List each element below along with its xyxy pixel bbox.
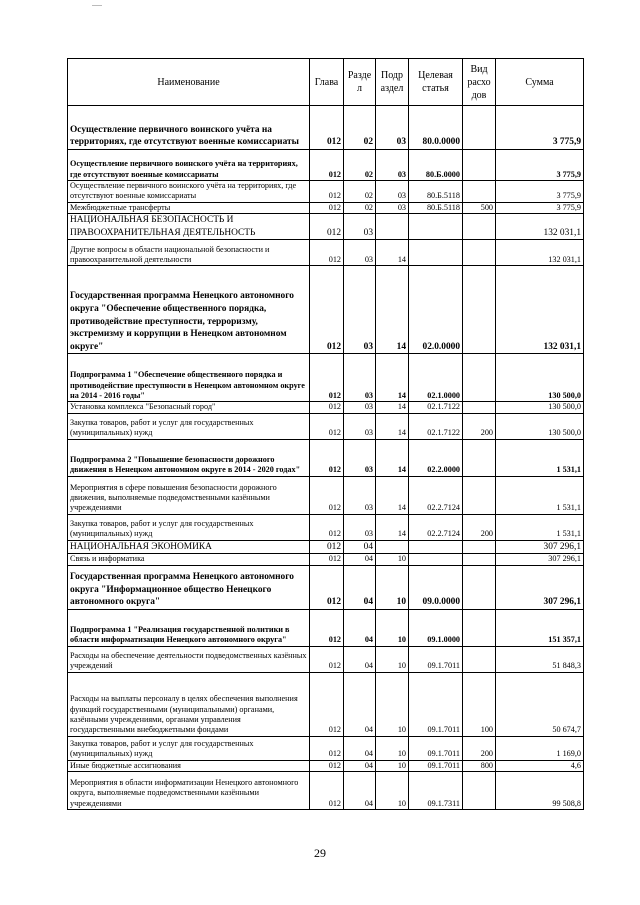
cell-name: Подпрограмма 1 "Обеспечение общественного порядка и противодействие преступности в Ненецком автономном округе на 2014 - 2016 годы"	[68, 354, 310, 402]
cell-chapter: 012	[310, 760, 344, 771]
cell-section: 03	[344, 476, 376, 514]
cell-exptype: 500	[463, 202, 496, 213]
cell-section: 03	[344, 413, 376, 439]
cell-subsection: 03	[376, 181, 409, 203]
table-row	[68, 214, 584, 240]
header-section: Разде л	[344, 59, 376, 106]
cell-sum: 151 357,1	[496, 609, 584, 646]
cell-name: Осуществление первичного воинского учёта на территориях, где отсутствуют военные комиссариаты	[68, 106, 310, 150]
cell-sum: 3 775,9	[496, 150, 584, 181]
cell-section: 03	[344, 214, 376, 240]
table-row	[68, 672, 584, 736]
cell-sum: 307 296,1	[496, 540, 584, 554]
cell-target: 80.Б.0000	[409, 150, 463, 181]
cell-chapter: 012	[310, 554, 344, 565]
cell-name: Подпрограмма 2 "Повышение безопасности дорожного движения в Ненецком автономном округе в 2014 - 2020 годах"	[68, 439, 310, 476]
cell-sum: 3 775,9	[496, 106, 584, 150]
cell-section: 04	[344, 540, 376, 554]
table-row	[68, 609, 584, 646]
table-row	[68, 181, 584, 203]
table-row	[68, 540, 584, 554]
table-row	[68, 106, 584, 150]
table-row	[68, 202, 584, 213]
cell-chapter: 012	[310, 214, 344, 240]
cell-section: 04	[344, 554, 376, 565]
cell-target: 02.2.7124	[409, 514, 463, 540]
cell-section: 03	[344, 439, 376, 476]
cell-chapter: 012	[310, 439, 344, 476]
cell-exptype	[463, 439, 496, 476]
table-row	[68, 150, 584, 181]
cell-section: 03	[344, 240, 376, 266]
cell-exptype	[463, 150, 496, 181]
table-row	[68, 514, 584, 540]
cell-target	[409, 214, 463, 240]
table-row	[68, 439, 584, 476]
cell-chapter: 012	[310, 772, 344, 810]
cell-exptype	[463, 214, 496, 240]
cell-subsection: 14	[376, 439, 409, 476]
cell-subsection: 14	[376, 402, 409, 413]
header-sum: Сумма	[496, 59, 584, 106]
cell-name: Осуществление первичного воинского учёта на территориях, где отсутствуют военные комиссариаты	[68, 181, 310, 203]
cell-sum: 1 531,1	[496, 476, 584, 514]
cell-chapter: 012	[310, 106, 344, 150]
cell-subsection: 10	[376, 760, 409, 771]
cell-subsection: 10	[376, 609, 409, 646]
cell-name: Закупка товаров, работ и услуг для государственных (муниципальных) нужд	[68, 413, 310, 439]
cell-section: 04	[344, 760, 376, 771]
cell-section: 02	[344, 106, 376, 150]
cell-target: 09.0.0000	[409, 565, 463, 609]
table-row	[68, 354, 584, 402]
table-row	[68, 646, 584, 672]
cell-name: Подпрограмма 1 "Реализация государственной политики в области информатизации Ненецкого автономного округа"	[68, 609, 310, 646]
cell-target	[409, 554, 463, 565]
cell-section: 04	[344, 672, 376, 736]
cell-sum: 1 531,1	[496, 514, 584, 540]
cell-section: 02	[344, 202, 376, 213]
cell-sum: 51 848,3	[496, 646, 584, 672]
header-name: Наименование	[68, 59, 310, 106]
cell-target: 02.2.0000	[409, 439, 463, 476]
cell-name: Установка комплекса "Безопасный город"	[68, 402, 310, 413]
cell-subsection: 03	[376, 150, 409, 181]
cell-name: Другие вопросы в области национальной безопасности и правоохранительной деятельности	[68, 240, 310, 266]
cell-sum: 132 031,1	[496, 240, 584, 266]
cell-sum: 3 775,9	[496, 202, 584, 213]
cell-sum: 130 500,0	[496, 402, 584, 413]
cell-chapter: 012	[310, 202, 344, 213]
cell-exptype: 800	[463, 760, 496, 771]
cell-name: Мероприятия в области информатизации Ненецкого автономного округа, выполняемые подведомственными казёнными учреждениями	[68, 772, 310, 810]
cell-target	[409, 540, 463, 554]
cell-name: Государственная программа Ненецкого автономного округа "Информационное общество Ненецкого автономного округа"	[68, 565, 310, 609]
cell-subsection	[376, 214, 409, 240]
table-row	[68, 476, 584, 514]
table-row	[68, 240, 584, 266]
cell-section: 02	[344, 150, 376, 181]
cell-subsection: 03	[376, 202, 409, 213]
header-chapter: Глава	[310, 59, 344, 106]
cell-subsection: 10	[376, 672, 409, 736]
cell-subsection: 14	[376, 413, 409, 439]
cell-target: 80.Б.5118	[409, 181, 463, 203]
header-subsection: Подр аздел	[376, 59, 409, 106]
cell-name: НАЦИОНАЛЬНАЯ БЕЗОПАСНОСТЬ И ПРАВООХРАНИТЕЛЬНАЯ ДЕЯТЕЛЬНОСТЬ	[68, 214, 310, 240]
cell-exptype	[463, 646, 496, 672]
cell-section: 04	[344, 646, 376, 672]
cell-target	[409, 240, 463, 266]
cell-exptype	[463, 266, 496, 354]
cell-chapter: 012	[310, 240, 344, 266]
cell-target: 02.1.7122	[409, 413, 463, 439]
cell-subsection: 10	[376, 565, 409, 609]
cell-section: 04	[344, 772, 376, 810]
cell-sum: 1 169,0	[496, 736, 584, 760]
cell-target: 09.1.7011	[409, 760, 463, 771]
cell-chapter: 012	[310, 181, 344, 203]
cell-target: 02.1.7122	[409, 402, 463, 413]
cell-section: 03	[344, 514, 376, 540]
cell-subsection: 10	[376, 554, 409, 565]
cell-name: Межбюджетные трансферты	[68, 202, 310, 213]
header-target: Целевая статья	[409, 59, 463, 106]
cell-sum: 132 031,1	[496, 266, 584, 354]
table-row	[68, 554, 584, 565]
cell-target: 09.1.0000	[409, 609, 463, 646]
cell-chapter: 012	[310, 646, 344, 672]
cell-subsection: 14	[376, 240, 409, 266]
cell-exptype	[463, 476, 496, 514]
table-row	[68, 565, 584, 609]
table-row	[68, 402, 584, 413]
cell-section: 04	[344, 736, 376, 760]
cell-exptype	[463, 354, 496, 402]
cell-subsection: 14	[376, 266, 409, 354]
cell-name: Иные бюджетные ассигнования	[68, 760, 310, 771]
cell-chapter: 012	[310, 402, 344, 413]
cell-exptype	[463, 540, 496, 554]
cell-name: Осуществление первичного воинского учёта на территориях, где отсутствуют военные комиссариаты	[68, 150, 310, 181]
table-header-row	[68, 59, 584, 106]
cell-sum: 132 031,1	[496, 214, 584, 240]
cell-subsection: 03	[376, 106, 409, 150]
cell-subsection: 10	[376, 646, 409, 672]
table-row	[68, 760, 584, 771]
header-exptype: Вид расхо дов	[463, 59, 496, 106]
cell-chapter: 012	[310, 150, 344, 181]
cell-exptype	[463, 772, 496, 810]
cell-name: Связь и информатика	[68, 554, 310, 565]
cell-target: 02.2.7124	[409, 476, 463, 514]
cell-chapter: 012	[310, 514, 344, 540]
budget-table	[67, 58, 584, 810]
table-row	[68, 772, 584, 810]
cell-target: 09.1.7311	[409, 772, 463, 810]
cell-section: 03	[344, 402, 376, 413]
cell-sum: 4,6	[496, 760, 584, 771]
cell-sum: 307 296,1	[496, 554, 584, 565]
cell-chapter: 012	[310, 736, 344, 760]
cell-sum: 3 775,9	[496, 181, 584, 203]
cell-name: Закупка товаров, работ и услуг для государственных (муниципальных) нужд	[68, 736, 310, 760]
cell-target: 09.1.7011	[409, 646, 463, 672]
cell-chapter: 012	[310, 540, 344, 554]
cell-chapter: 012	[310, 476, 344, 514]
cell-target: 80.0.0000	[409, 106, 463, 150]
cell-subsection: 14	[376, 514, 409, 540]
cell-section: 03	[344, 354, 376, 402]
cell-section: 04	[344, 565, 376, 609]
cell-name: НАЦИОНАЛЬНАЯ ЭКОНОМИКА	[68, 540, 310, 554]
cell-subsection: 14	[376, 354, 409, 402]
cell-exptype: 200	[463, 514, 496, 540]
cell-sum: 50 674,7	[496, 672, 584, 736]
cell-sum: 1 531,1	[496, 439, 584, 476]
cell-subsection	[376, 540, 409, 554]
cell-target: 09.1.7011	[409, 736, 463, 760]
table-row	[68, 413, 584, 439]
cell-sum: 99 508,8	[496, 772, 584, 810]
cell-name: Государственная программа Ненецкого автономного округа "Обеспечение общественного порядка, противодействие преступности, терроризму, экстремизму и коррупции в Ненецком автономном округе"	[68, 266, 310, 354]
cell-section: 04	[344, 609, 376, 646]
cell-exptype	[463, 181, 496, 203]
cell-target: 02.1.0000	[409, 354, 463, 402]
cell-name: Расходы на выплаты персоналу в целях обеспечения выполнения функций государственными (муниципальными) органами, казёнными учреждениями, органами управления государственными внебюджетными фондами	[68, 672, 310, 736]
scan-mark	[92, 5, 102, 6]
cell-exptype	[463, 106, 496, 150]
cell-subsection: 10	[376, 772, 409, 810]
table-body	[68, 106, 584, 810]
cell-chapter: 012	[310, 565, 344, 609]
cell-target: 09.1.7011	[409, 672, 463, 736]
table-row	[68, 266, 584, 354]
table-row	[68, 736, 584, 760]
cell-subsection: 10	[376, 736, 409, 760]
cell-sum: 307 296,1	[496, 565, 584, 609]
cell-subsection: 14	[376, 476, 409, 514]
cell-chapter: 012	[310, 354, 344, 402]
cell-section: 02	[344, 181, 376, 203]
cell-exptype	[463, 402, 496, 413]
cell-chapter: 012	[310, 266, 344, 354]
cell-chapter: 012	[310, 672, 344, 736]
cell-name: Расходы на обеспечение деятельности подведомственных казённых учреждений	[68, 646, 310, 672]
cell-sum: 130 500,0	[496, 354, 584, 402]
cell-chapter: 012	[310, 609, 344, 646]
cell-exptype: 100	[463, 672, 496, 736]
cell-sum: 130 500,0	[496, 413, 584, 439]
cell-exptype: 200	[463, 736, 496, 760]
cell-exptype	[463, 554, 496, 565]
cell-name: Мероприятия в сфере повышения безопасности дорожного движения, выполняемые подведомственными казёнными учреждениями	[68, 476, 310, 514]
cell-target: 80.Б.5118	[409, 202, 463, 213]
cell-chapter: 012	[310, 413, 344, 439]
cell-name: Закупка товаров, работ и услуг для государственных (муниципальных) нужд	[68, 514, 310, 540]
cell-target: 02.0.0000	[409, 266, 463, 354]
cell-exptype	[463, 565, 496, 609]
page-number: 29	[314, 846, 326, 860]
cell-exptype: 200	[463, 413, 496, 439]
cell-section: 03	[344, 266, 376, 354]
cell-exptype	[463, 240, 496, 266]
cell-exptype	[463, 609, 496, 646]
